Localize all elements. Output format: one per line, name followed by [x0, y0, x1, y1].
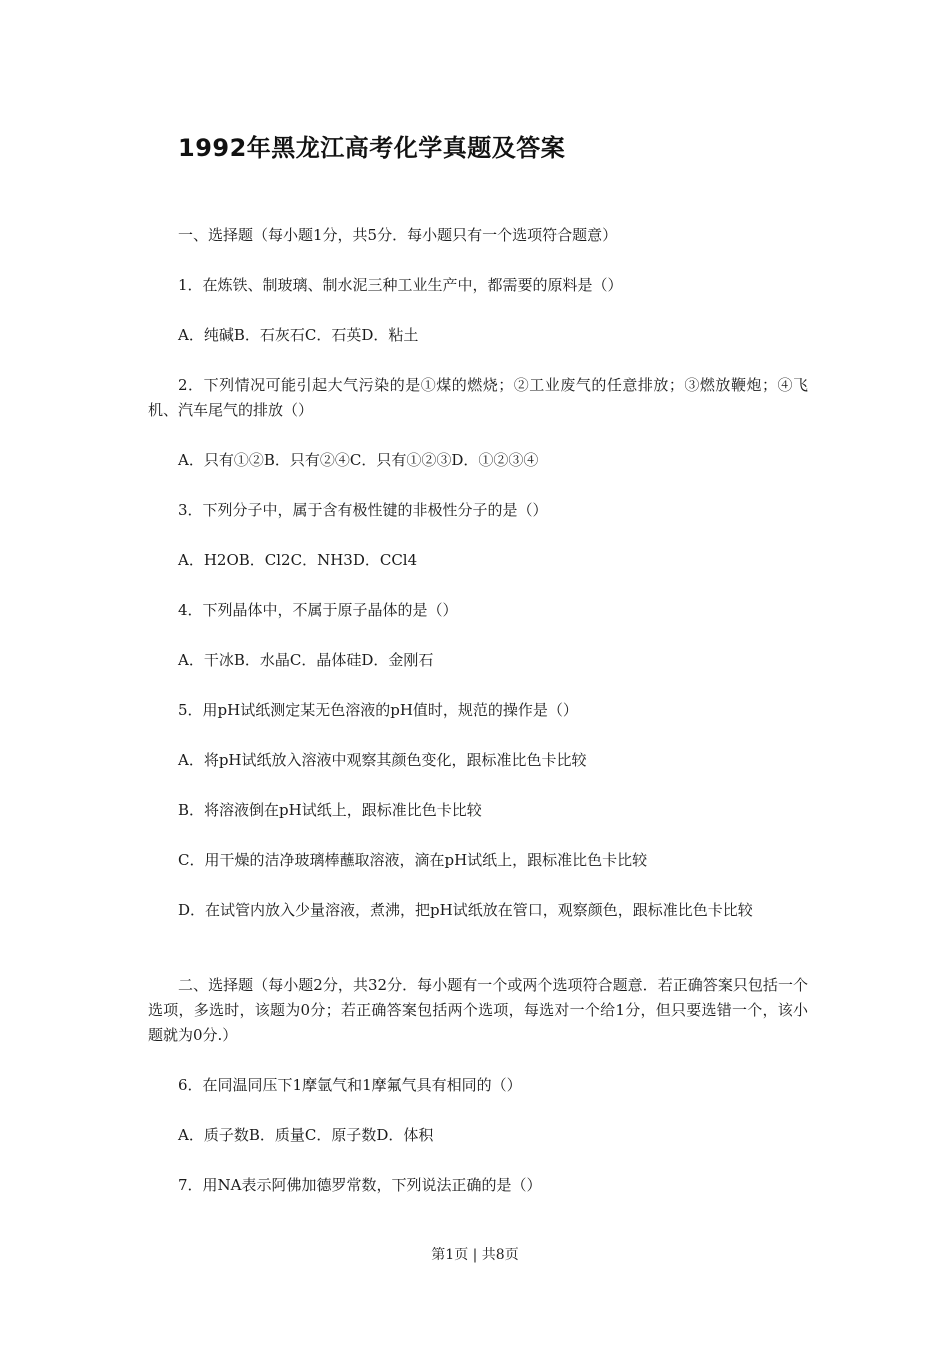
question-2-options: A．只有①②B．只有②④C．只有①②③D．①②③④	[178, 451, 539, 469]
question-1: 1．在炼铁、制玻璃、制水泥三种工业生产中，都需要的原料是（）	[178, 276, 623, 294]
question-4-options: A．干冰B．水晶C．晶体硅D．金刚石	[178, 651, 434, 669]
question-5-option-b: B．将溶液倒在pH试纸上，跟标准比色卡比较	[178, 801, 482, 819]
question-3-options: A．H2OB．Cl2C．NH3D．CCl4	[178, 551, 418, 569]
question-5-option-d: D．在试管内放入少量溶液，煮沸，把pH试纸放在管口，观察颜色，跟标准比色卡比较	[178, 901, 753, 919]
question-5: 5．用pH试纸测定某无色溶液的pH值时，规范的操作是（）	[178, 701, 578, 719]
page-footer: 第1页 | 共8页	[431, 1247, 519, 1263]
section-heading-1: 一、选择题（每小题1分，共5分．每小题只有一个选项符合题意）	[178, 226, 618, 244]
question-6-options: A．质子数B．质量C．原子数D．体积	[178, 1126, 434, 1144]
question-4: 4．下列晶体中，不属于原子晶体的是（）	[178, 601, 458, 619]
question-7: 7．用NA表示阿佛加德罗常数，下列说法正确的是（）	[178, 1176, 542, 1194]
section-heading-2: 二、选择题（每小题2分，共32分．每小题有一个或两个选项符合题意．若正确答案只包括一个选项，多选时，该题为0分；若正确答案包括两个选项，每选对一个给1分，但只要选错一个，该小题就为0分.）	[148, 976, 808, 1044]
question-5-option-c: C．用干燥的洁净玻璃棒蘸取溶液，滴在pH试纸上，跟标准比色卡比较	[178, 851, 648, 869]
question-1-options: A．纯碱B．石灰石C．石英D．粘土	[178, 326, 419, 344]
document-title: 1992年黑龙江高考化学真题及答案	[178, 134, 566, 162]
question-6: 6．在同温同压下1摩氩气和1摩氟气具有相同的（）	[178, 1076, 522, 1094]
question-3: 3．下列分子中，属于含有极性键的非极性分子的是（）	[178, 501, 548, 519]
question-5-option-a: A．将pH试纸放入溶液中观察其颜色变化，跟标准比色卡比较	[178, 751, 587, 769]
question-2: 2．下列情况可能引起大气污染的是①煤的燃烧；②工业废气的任意排放；③燃放鞭炮；④飞机、汽车尾气的排放（）	[148, 376, 808, 419]
